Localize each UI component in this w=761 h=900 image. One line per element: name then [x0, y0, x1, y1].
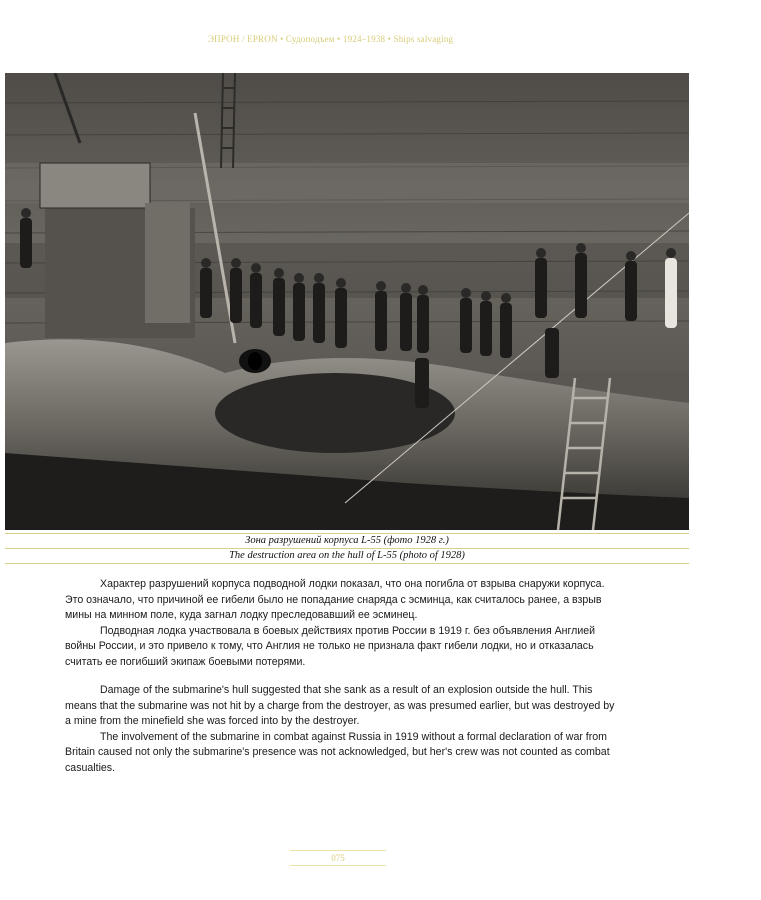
paragraph-en-1: Damage of the submarine's hull suggested that she sank as a result of an explosion outside the hull. This means that the submarine was not hit by a charge from the destroyer, as was presumed earlier, but was destroyed by a mine from the minefield she was forced into by the destroyer. [65, 684, 615, 727]
body-text-english [65, 683, 621, 776]
submarine-hull-photo [5, 73, 689, 530]
page-number: 075 [290, 850, 386, 866]
photo-caption-en: The destruction area on the hull of L-55 (photo of 1928) [5, 548, 689, 564]
paragraph-ru-2: Подводная лодка участвовала в боевых действиях против России в 1919 г. без объявления Англией войны России, и это привело к тому, что Англия не только не признала факт гибели лодки, но и отказалась считать ее погибший экипаж боевыми потерями. [65, 624, 596, 668]
photo-caption-ru: Зона разрушений корпуса L-55 (фото 1928 г.) [5, 533, 689, 548]
paragraph-en-2: The involvement of the submarine in combat against Russia in 1919 without a formal declaration of war from Britain caused not only the submarine's presence was not acknowledged, but her's crew was not counted as combat casualties. [65, 730, 610, 774]
body-text-russian [65, 577, 621, 670]
running-header: ЭПРОН / EPRON • Судоподъем • 1924–1938 • Ships salvaging [208, 34, 454, 44]
paragraph-ru-1: Характер разрушений корпуса подводной лодки показал, что она погибла от взрыва снаружи корпуса. Это означало, что причиной ее гибели было не попадание снаряда с эсминца, как считалось ранее, а взрыв мины на минном поле, куда загнал лодку преследовавший ее эсминец. [65, 578, 605, 621]
